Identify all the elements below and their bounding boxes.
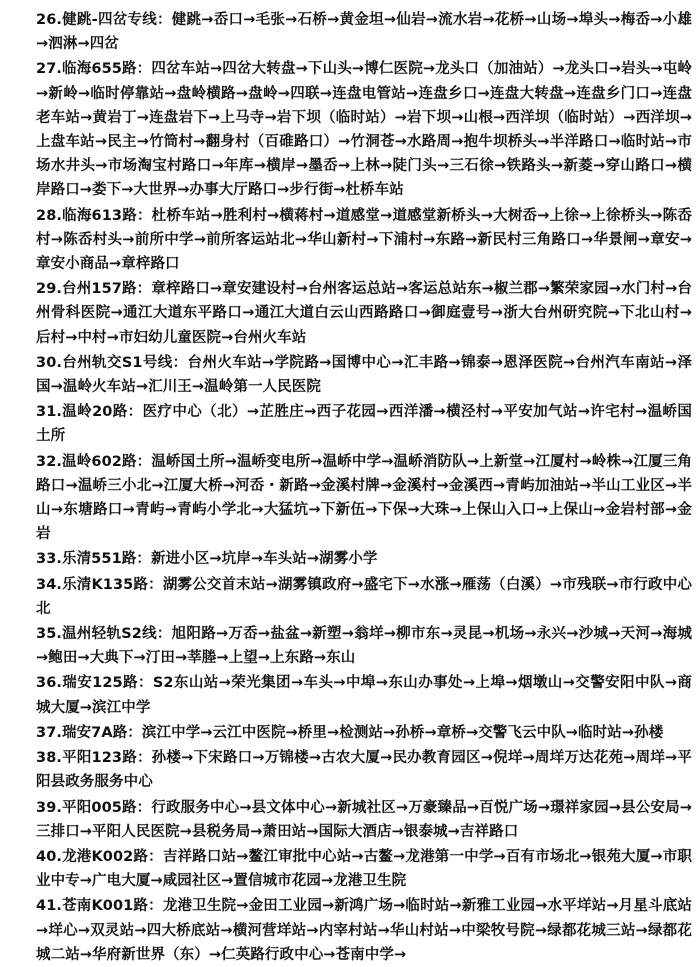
route-entry (36, 796, 692, 844)
route-entry (36, 746, 692, 794)
route-title: 28.临海613路： (36, 207, 152, 224)
route-stops: 湖雾公交首末站→湖雾镇政府→盛宅下→水涨→雁荡（白溪）→市残联→市行政中心北 (36, 576, 692, 617)
route-title: 40.龙港K002路： (36, 848, 163, 865)
route-title: 35.温州轻轨S2线： (36, 626, 172, 643)
route-title: 27.临海655路： (36, 61, 152, 78)
route-stops: 健跳→岙口→毛张→石桥→黄金坦→仙岩→流水岩→花桥→山场→埠头→梅岙→小雄→泗淋→四岔 (36, 12, 692, 53)
route-title: 34.乐清K135路： (36, 576, 163, 593)
route-entry (36, 845, 692, 893)
route-stops: 旭阳路→万岙→盐盆→新塑→翁垟→柳市东→灵昆→机场→永兴→沙城→天河→海城→鲍田→大典下→汀田→莘塍→上望→上东路→东山 (36, 626, 692, 667)
route-entry (36, 204, 692, 277)
route-stops: 杜桥车站→胜利村→横蒋村→道感堂→道感堂新桥头→大树岙→上徐→上徐桥头→陈岙村→陈岙村头→前所中学→前所客运站北→华山新村→下浦村→东路→新民村三角路口→华景闸→章安→章安小商品→章梓路口 (36, 207, 692, 273)
route-stops: S2东山站→荣光集团→车头→中埠→东山办事处→上埠→烟墩山→交警安阳中队→商城大厦→滨江中学 (36, 675, 692, 716)
route-title: 26.健跳-四岔专线： (36, 12, 172, 28)
route-entry (36, 721, 692, 745)
route-title: 32.温岭602路： (36, 453, 152, 470)
route-stops: 台州火车站→学院路→国博中心→汇丰路→锦泰→恩泽医院→台州汽车南站→泽国→温岭火车站→汇川王→温岭第一人民医院 (36, 354, 692, 396)
route-stops: 龙港卫生院→金田工业园→新鸿广场→临时站→新雅工业园→水平垟站→月星斗底站→垟心→双灵站→四大桥底站→横河营垟站→内宰村站→华山村站→中梁牧号院→绿都花城三站→绿都花城二站→华府新世界（东）→仁英路行政中心→苍南中学→ (36, 898, 692, 963)
route-entry (36, 8, 692, 56)
route-entry (36, 671, 692, 719)
route-entry (36, 351, 692, 399)
route-title: 36.瑞安125路： (36, 675, 153, 692)
route-title: 37.瑞安7A路： (36, 724, 142, 741)
route-entry (36, 57, 692, 202)
route-title: 38.平阳123路： (36, 750, 152, 767)
route-entry (36, 277, 692, 350)
route-title: 30.台州轨交S1号线： (36, 354, 188, 371)
route-entry (36, 450, 692, 547)
route-stops: 医疗中心（北）→芷胜庄→西子花园→西洋潘→横泾村→平安加气站→许宅村→温峤国土所 (36, 404, 693, 445)
route-title: 31.温岭20路： (36, 404, 143, 421)
route-entry (36, 622, 692, 670)
route-entry (36, 573, 692, 621)
route-title: 33.乐清551路： (36, 551, 151, 568)
route-title: 41.苍南K001路： (36, 898, 163, 915)
route-stops: 新进小区→坑岸→车头站→湖雾小学 (150, 551, 378, 568)
route-stops: 四岔车站→四岔大转盘→下山头→博仁医院→龙头口（加油站）→龙头口→岩头→屯岭→新岭→临时停靠站→盘岭横路→盘岭→四联→连盘电管站→连盘乡口→连盘大转盘→连盘乡门口→连盘老车站→黄岩丁→连盘岩下→上马寺→岩下坝（临时站）→岩下坝→山根→西洋坝（临时站）→西洋坝→上盘车站→民主→竹筒村→翻身村（百碓路口）→竹洞苍→水路周→抱牛坝桥头→半洋路口→临时站→市场水井头→市场淘宝村路口→年库→横岸→墨岙→上林→陡门头→三石徐→铁路头→新菱→穿山路口→横岸路口→娄下→大世界→办事大厅路口→步行街→杜桥车站 (36, 61, 692, 199)
route-entry (36, 894, 692, 967)
route-stops: 滨江中学→云江中医院→桥里→检测站→孙桥→章桥→交警飞云中队→临时站→孙楼 (141, 724, 664, 741)
route-stops: 行政服务中心→县文体中心→新城社区→万豪臻品→百悦广场→璟祥家园→县公安局→三排口→平阳人民医院→县税务局→萧田站→国际大酒店→银泰城→吉祥路口 (36, 799, 692, 840)
route-stops: 温峤国土所→温峤变电所→温峤中学→温峤消防队→上新堂→江厦村→岭株→江厦三角路口→温峤三小北→江厦大桥→河岙・新路→金溪村牌→金溪村→金溪西→青屿加油站→半山工业区→半山→东塘路口→青屿→青屿小学北→大猛坑→下新伍→下保→大珠→上保山入口→上保山→金岩村部→金岩 (36, 453, 692, 543)
route-entry (36, 400, 692, 448)
route-stops: 孙楼→下宋路口→万锦楼→古农大厦→民办教育园区→倪垟→周垟万达花苑→周垟→平阳县政务服务中心 (36, 750, 692, 791)
route-entry (36, 547, 692, 571)
route-title: 29.台州157路： (36, 281, 152, 298)
route-title: 39.平阳005路： (36, 799, 152, 816)
route-stops: 章梓路口→章安建设村→台州客运总站→客运总站东→椒兰郡→繁荣家园→水门村→台州骨科医院→通江大道东平路口→通江大道白云山西路路口→御庭壹号→浙大台州研究院→下北山村→后村→中村→市妇幼儿童医院→台州火车站 (36, 281, 692, 346)
route-stops: 吉祥路口站→鳌江审批中心站→古鳌→龙港第一中学→百有市场北→银苑大厦→市职业中专→广电大厦→咸园社区→置信城市花园→龙港卫生院 (36, 848, 692, 890)
